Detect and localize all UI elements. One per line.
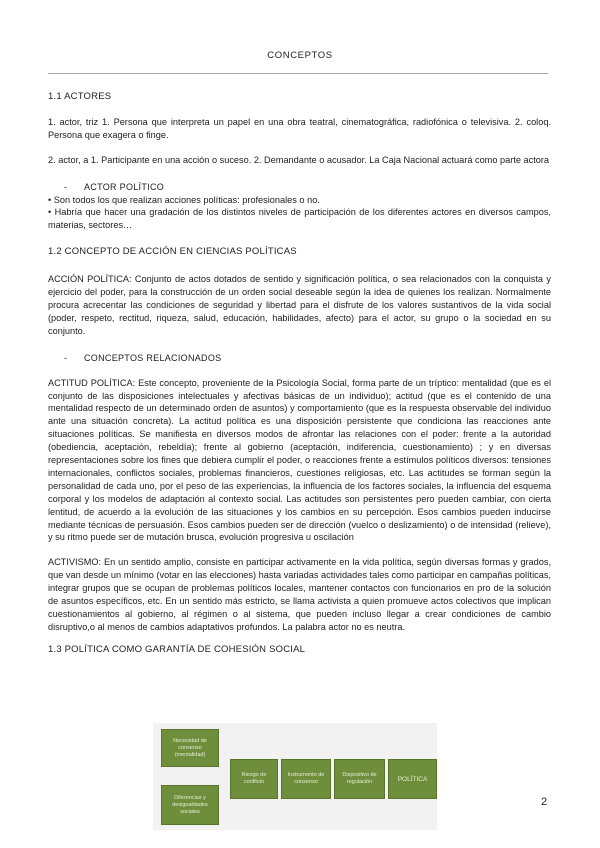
definition-actor-2: 2. actor, a 1. Participante en una acción o suceso. 2. Demandante o acusador. La Caja Nacional actuará como parte actora xyxy=(48,154,550,165)
paragraph-actitud-politica: ACTITUD POLÍTICA: Este concepto, proveniente de la Psicología Social, forma parte de un tríptico: mentalidad (que es el conjunto de las disposiciones intelectuales y afectivas básicas de un individuo); actitud (que es el contenido de una mentalidad respecto de un determinado orden de asuntos) y comportamiento (que es la respuesta observable del individuo ante una situación concreta). La actitud política es una disposición persistente que condiciona las reacciones ante situaciones políticas. Se manifiesta en diversos modos de afrontar las relaciones con el poder: frente a la autoridad (obediencia, aceptación, rebeldía); frente al gobierno (aceptación, indiferencia, cuestionamiento) ; y en diversas representaciones sobre los fines que debiera cumplir el poder, o reacciones frente a estímulos políticos diversos: tensiones internacionales, conflictos sociales, problemas financieros, cuestiones religiosas, etc. Las actitudes se forman según la personalidad de cada uno, por el peso de las experiencias, la influencia de los factores sociales, la influencia del esquema corporal y los modelos de adaptación al contexto social. Las actitudes son persistentes pero pueden cambiar, con cierta lentitud, de acuerdo a la evolución de las situaciones y los cambios en su percepción. Esos cambios pueden inducirse mediante técnicas de persuasión. Esos cambios pueden ser de dirección (vuelco o deslizamiento) o de intensidad (relieve), y su ritmo puede ser de mutación brusca, evolución progresiva u oscilación xyxy=(48,377,551,543)
diagram-box-instrumento: Instrumento de consenso xyxy=(281,759,331,799)
cohesion-diagram xyxy=(153,723,437,830)
bullet-item: • Son todos los que realizan acciones políticas: profesionales o no. xyxy=(48,194,320,205)
page-number: 2 xyxy=(541,796,548,808)
diagram-box-politica: POLÍTICA xyxy=(388,759,437,799)
diagram-box-regulacion: Dispositivo de regulación xyxy=(334,759,385,799)
subheading-label: CONCEPTOS RELACIONADOS xyxy=(84,352,222,363)
section-heading-accion: 1.2 CONCEPTO DE ACCIÓN EN CIENCIAS POLÍTICAS xyxy=(48,246,297,258)
section-heading-politica: 1.3 POLÍTICA COMO GARANTÍA DE COHESIÓN SOCIAL xyxy=(48,643,306,655)
list-dash: - xyxy=(64,181,68,192)
header-divider xyxy=(48,73,548,74)
subheading-actor-politico xyxy=(48,181,551,194)
paragraph-accion-politica: ACCIÓN POLÍTICA: Conjunto de actos dotados de sentido y significación política, o sea relacionados con la conquista y ejercicio del poder, para la construcción de un orden social deseable según la idea de quienes los realizan. Normalmente procura acrecentar las condiciones de seguridad y libertad para el disfrute de los valores sustantivos de la vida social (poder, respeto, rectitud, riqueza, salud, educación, habilidades, afecto) para el actor, su grupo o la sociedad en su conjunto. xyxy=(48,274,551,336)
bullet-item: • Habría que hacer una gradación de los distintos niveles de participación de los diferentes actores en diversos campos, materias, sectores… xyxy=(48,207,551,231)
diagram-box-conflicto: Riesgo de conflicto xyxy=(230,759,278,799)
document-content xyxy=(48,91,551,657)
diagram-box-desigualdades: Diferencias y desigualdades sociales xyxy=(161,785,219,825)
subheading-label: ACTOR POLÍTICO xyxy=(84,181,165,192)
page-header-title: CONCEPTOS xyxy=(267,50,333,61)
paragraph-activismo: ACTIVISMO: En un sentido amplio, consiste en participar activamente en la vida política, según diversas formas y grados, que van desde un mínimo (votar en las elecciones) hasta variadas actividades tales como participar en campañas políticas, integrar grupos que se ocupan de problemas políticos locales, mantener contactos con funcionarios en pro de la solución de asuntos específicos, etc. En un sentido más estricto, se llama activista a quien promueve actos colectivos que implican cuestionamientos al gobierno, al régimen o al sistema, que pueden incluso llegar a crear condiciones de cambio disruptivo,o al menos de cambios adaptativos profundos. La palabra actor no es neutra. xyxy=(48,557,551,632)
list-dash: - xyxy=(64,352,68,363)
diagram-box-consenso: Necesidad de consenso (mentalidad) xyxy=(161,729,219,767)
definition-actor-1: 1. actor, triz 1. Persona que interpreta un papel en una obra teatral, cinematográfica, radiofónica o televisiva. 2. coloq. Persona que exagera o finge. xyxy=(48,116,551,140)
section-heading-actores: 1.1 ACTORES xyxy=(48,91,112,102)
subheading-conceptos-relacionados xyxy=(48,352,551,365)
